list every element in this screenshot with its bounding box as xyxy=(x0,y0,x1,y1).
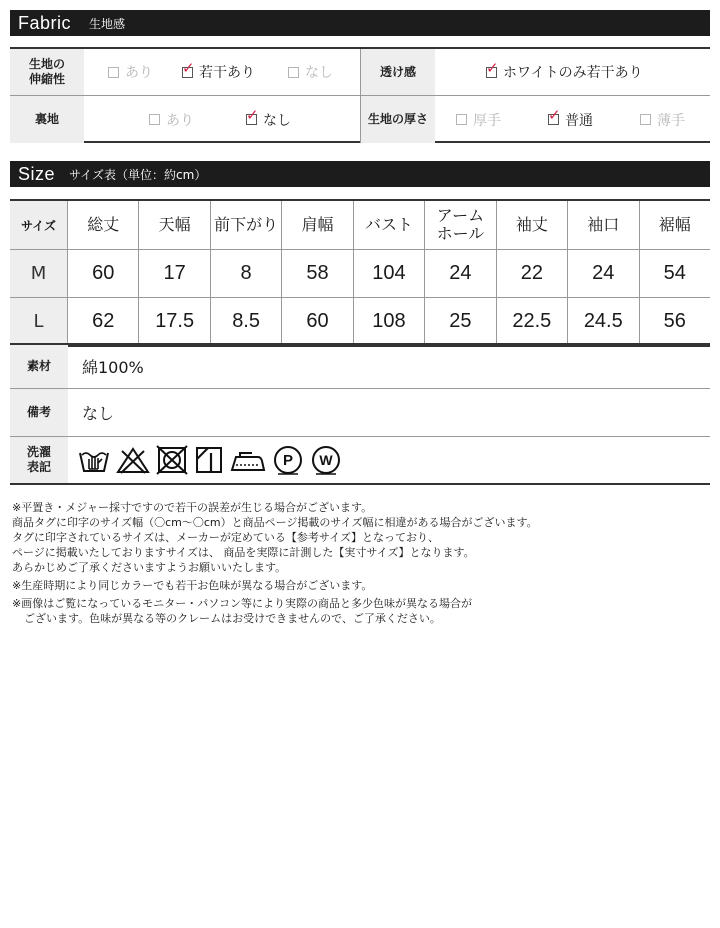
remarks-row xyxy=(10,389,710,437)
checkbox-checked-icon: ✓ xyxy=(548,106,561,124)
no-bleach-icon xyxy=(116,445,150,475)
table-cell: 104 xyxy=(354,250,425,297)
col-header: 肩幅 xyxy=(282,201,353,249)
size-header-row xyxy=(10,201,710,249)
size-section-header xyxy=(10,161,710,187)
stretch-option-jakkan: ✓ 若干あり xyxy=(182,58,255,81)
notes xyxy=(12,500,712,626)
size-corner: サイズ xyxy=(10,201,68,249)
table-row xyxy=(10,297,710,345)
size-subtitle: サイズ表（単位：約cm） xyxy=(69,167,207,182)
stretch-option-ari: あり xyxy=(108,49,153,95)
size-label: L xyxy=(10,298,68,345)
stretch-option-nashi: なし xyxy=(288,49,333,95)
col-header: バスト xyxy=(354,201,425,249)
material-value: 綿100% xyxy=(82,358,144,377)
table-cell: 8 xyxy=(211,250,282,297)
table-cell: 58 xyxy=(282,250,353,297)
note-line: ※生産時期により同じカラーでも若干お色味が異なる場合がございます。 xyxy=(12,579,373,592)
fabric-title: Fabric xyxy=(18,12,72,33)
table-cell: 60 xyxy=(68,250,139,297)
hand-wash-icon xyxy=(78,445,110,475)
table-cell: 25 xyxy=(425,298,496,345)
lining-label: 裏地 xyxy=(10,96,84,143)
checkbox-icon xyxy=(288,67,299,78)
care-icons xyxy=(68,437,342,483)
col-header: 天幅 xyxy=(139,201,210,249)
table-row xyxy=(10,249,710,297)
checkbox-icon xyxy=(640,114,651,125)
dry-clean-letter: P xyxy=(282,452,294,469)
thickness-label: 生地の厚さ xyxy=(361,96,435,143)
thickness-option-thin: 薄手 xyxy=(640,96,685,143)
size-table xyxy=(10,199,710,347)
col-header: 袖丈 xyxy=(497,201,568,249)
sheer-label: 透け感 xyxy=(361,49,435,95)
remarks-label: 備考 xyxy=(10,389,68,436)
table-cell: 24 xyxy=(568,250,639,297)
lining-option-ari: あり xyxy=(149,96,194,143)
note-line: タグに印字されているサイズは、メーカーが定めている【参考サイズ】となっており、 xyxy=(12,531,440,544)
col-header: 前下がり xyxy=(211,201,282,249)
note-line: ございます。色味が異なる等のクレームはお受けできませんので、ご了承ください。 xyxy=(24,612,441,625)
dry-clean-p-icon xyxy=(272,444,304,476)
size-label: M xyxy=(10,250,68,297)
note-line: ※画像はご覧になっているモニター・パソコン等により実際の商品と多少色味が異なる場合が xyxy=(12,597,472,610)
table-cell: 54 xyxy=(663,262,686,284)
fabric-row-1 xyxy=(10,49,710,96)
wet-clean-w-icon xyxy=(310,444,342,476)
checkbox-checked-icon: ✓ xyxy=(486,58,499,77)
checkbox-checked-icon: ✓ xyxy=(182,58,195,77)
no-tumble-dry-icon xyxy=(156,445,188,475)
checkbox-icon xyxy=(456,114,467,125)
table-cell: 17 xyxy=(139,250,210,297)
table-cell: 24 xyxy=(425,250,496,297)
lining-option-nashi: ✓ なし xyxy=(246,106,291,129)
sheer-option: ✓ ホワイトのみ若干あり xyxy=(486,58,643,81)
table-cell: 17.5 xyxy=(139,298,210,345)
care-label: 洗濯 表記 xyxy=(10,437,68,483)
note-line: 商品タグに印字のサイズ幅（〇cm～〇cm）と商品ページ掲載のサイズ幅に相違がある場合がございます。 xyxy=(12,516,538,529)
table-cell: 56 xyxy=(663,310,686,332)
line-dry-shade-icon xyxy=(194,445,224,475)
note-line: ※平置き・メジャー採寸ですので若干の誤差が生じる場合がございます。 xyxy=(12,501,373,514)
table-cell: 22.5 xyxy=(497,298,568,345)
info-table xyxy=(10,343,710,485)
checkbox-checked-icon: ✓ xyxy=(246,106,259,124)
thickness-option-thick: 厚手 xyxy=(456,96,501,143)
table-cell: 60 xyxy=(282,298,353,345)
size-title: Size xyxy=(18,163,56,184)
material-row xyxy=(10,345,710,389)
checkbox-icon xyxy=(149,114,160,125)
checkbox-icon xyxy=(108,67,119,78)
iron-low-icon xyxy=(230,445,266,475)
material-label: 素材 xyxy=(10,345,68,388)
fabric-section-header xyxy=(10,10,710,36)
note-line: ページに掲載いたしておりますサイズは、 商品を実際に計測した【実寸サイズ】となります。 xyxy=(12,546,475,559)
table-cell: 22 xyxy=(497,250,568,297)
fabric-row-2 xyxy=(10,96,710,143)
col-header: 裾幅 xyxy=(658,215,691,234)
table-cell: 62 xyxy=(68,298,139,345)
table-cell: 24.5 xyxy=(568,298,639,345)
fabric-subtitle: 生地感 xyxy=(89,16,126,31)
remarks-value: なし xyxy=(82,404,115,423)
table-cell: 108 xyxy=(354,298,425,345)
table-cell: 8.5 xyxy=(211,298,282,345)
note-line: あらかじめご了承くださいますようお願いいたします。 xyxy=(12,561,287,574)
thickness-option-normal: ✓ 普通 xyxy=(548,106,593,129)
col-header: 総丈 xyxy=(68,201,139,249)
fabric-table xyxy=(10,47,710,143)
care-row xyxy=(10,437,710,483)
col-header: 袖口 xyxy=(568,201,639,249)
stretch-label: 生地の 伸縮性 xyxy=(10,49,84,95)
wet-clean-letter: W xyxy=(319,452,333,468)
col-header-armhole: アーム ホール xyxy=(425,201,496,249)
